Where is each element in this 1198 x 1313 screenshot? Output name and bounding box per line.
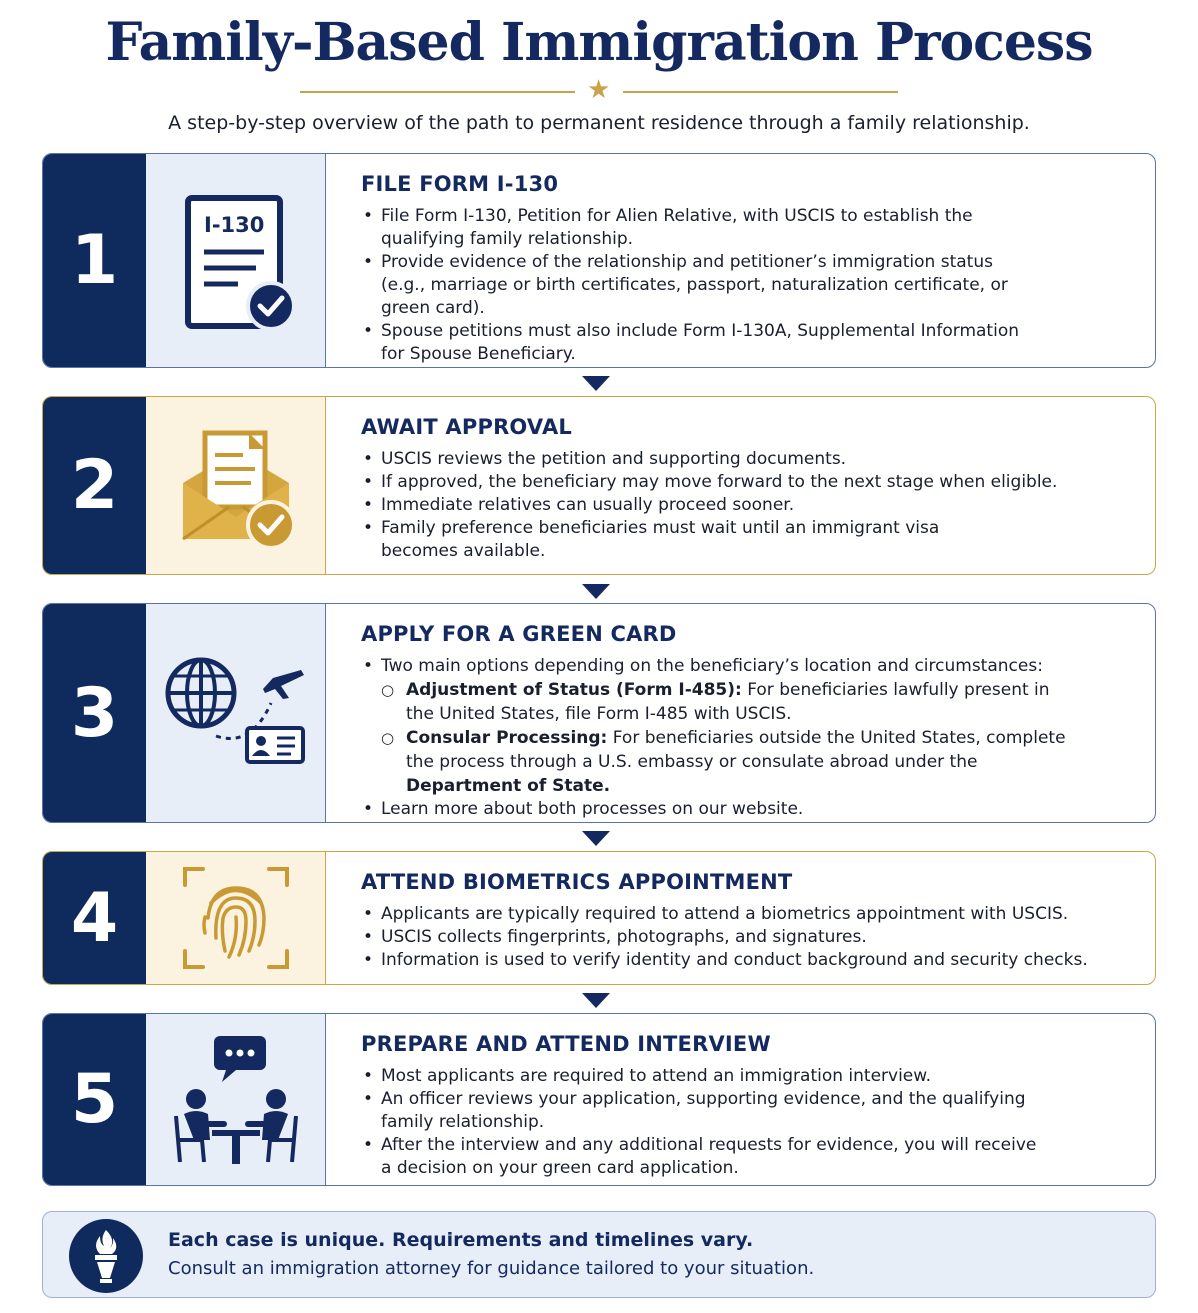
- form-document-check-icon: [176, 186, 296, 336]
- list-item: • If approved, the beneficiary may move forward to the next stage when eligible.: [361, 471, 1081, 494]
- step-number: 4: [43, 852, 146, 984]
- step-1: [42, 153, 1156, 368]
- list-item: • An officer reviews your application, supporting evidence, and the qualifying family relationship.: [361, 1088, 1041, 1134]
- down-arrow-icon: [582, 584, 610, 599]
- fingerprint-icon: [181, 863, 291, 973]
- page-subtitle: A step-by-step overview of the path to permanent residence through a family relationship.: [168, 112, 1030, 134]
- envelope-approval-icon: [171, 421, 301, 551]
- list-item: • Most applicants are required to attend an immigration interview.: [361, 1065, 1041, 1088]
- step-title: APPLY FOR A GREEN CARD: [361, 622, 677, 646]
- step-title: AWAIT APPROVAL: [361, 415, 572, 439]
- list-item: • File Form I-130, Petition for Alien Relative, with USCIS to establish the qualifying family relationship.: [361, 205, 1041, 251]
- page-title: Family-Based Immigration Process: [105, 12, 1093, 73]
- step-number: 5: [43, 1014, 146, 1185]
- globe-plane-id-icon: [161, 648, 311, 778]
- interview-people-icon: [166, 1032, 306, 1167]
- list-item: • Learn more about both processes on our website.: [361, 798, 1041, 821]
- torch-icon: [86, 1228, 126, 1284]
- step-3: [42, 603, 1156, 823]
- list-item: • Provide evidence of the relationship and petitioner’s immigration status (e.g., marriage or birth certificates, passport, naturalization certificate, or green card).: [361, 251, 1041, 320]
- list-item: • USCIS reviews the petition and supporting documents.: [361, 448, 1081, 471]
- option-adjustment-of-status: ○ Adjustment of Status (Form I-485): For beneficiaries lawfully present in the United States, file Form I-485 with USCIS.: [361, 678, 1066, 726]
- step-number: 2: [43, 397, 146, 574]
- step-title: FILE FORM I-130: [361, 172, 559, 196]
- title-divider: [300, 75, 898, 105]
- down-arrow-icon: [582, 376, 610, 391]
- step-number: 3: [43, 604, 146, 822]
- step-title: ATTEND BIOMETRICS APPOINTMENT: [361, 870, 793, 894]
- step-number: 1: [43, 154, 146, 367]
- list-item: • Applicants are typically required to attend a biometrics appointment with USCIS.: [361, 903, 1081, 926]
- star-icon: ★: [587, 75, 611, 105]
- list-item: • Spouse petitions must also include Form I-130A, Supplemental Information for Spouse Beneficiary.: [361, 320, 1041, 366]
- list-item: • Two main options depending on the beneficiary’s location and circumstances:: [361, 655, 1101, 678]
- list-item: • After the interview and any additional requests for evidence, you will receive a decision on your green card application.: [361, 1134, 1041, 1180]
- step-4: [42, 851, 1156, 985]
- disclaimer-text: Consult an immigration attorney for guidance tailored to your situation.: [168, 1258, 815, 1279]
- down-arrow-icon: [582, 993, 610, 1008]
- step-5: [42, 1013, 1156, 1186]
- list-item: • Information is used to verify identity and conduct background and security checks.: [361, 949, 1101, 972]
- svg-text:I-130: I-130: [203, 212, 264, 237]
- disclaimer-headline: Each case is unique. Requirements and timelines vary.: [168, 1229, 754, 1251]
- option-consular-processing: ○ Consular Processing: For beneficiaries outside the United States, complete the process through a U.S. embassy or consulate abroad under the Department of State.: [361, 726, 1066, 798]
- down-arrow-icon: [582, 831, 610, 846]
- step-2: [42, 396, 1156, 575]
- list-item: • USCIS collects fingerprints, photographs, and signatures.: [361, 926, 1081, 949]
- disclaimer-banner: [42, 1211, 1156, 1298]
- list-item: • Family preference beneficiaries must wait until an immigrant visa becomes available.: [361, 517, 1021, 563]
- list-item: • Immediate relatives can usually proceed sooner.: [361, 494, 1081, 517]
- step-title: PREPARE AND ATTEND INTERVIEW: [361, 1032, 771, 1056]
